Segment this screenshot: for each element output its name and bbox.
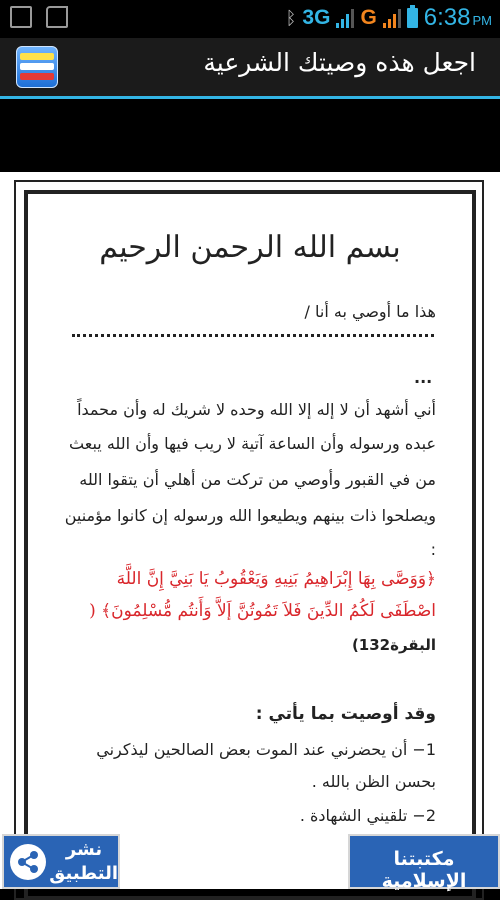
- share-app-button[interactable]: [2, 834, 120, 889]
- quran-verse-line: ﴿وَوَصَّى بِهَا إِبْرَاهِيمُ بَنِيهِ وَيَعْقُوبُ يَا بَنِيَّ إِنَّ اللَّهَ: [116, 569, 436, 589]
- intro-line: هذا ما أوصي به أنا /: [304, 302, 436, 321]
- share-label-line2: التطبيق: [49, 863, 118, 884]
- list-item: 2− تلقيني الشهادة .: [299, 806, 436, 825]
- page-frame-inner: [24, 190, 476, 900]
- share-icon: [10, 844, 46, 880]
- share-label-line1: نشر: [65, 839, 103, 860]
- paragraph-line: :: [430, 540, 436, 559]
- library-label: مكتبتنا الإسلامية: [381, 848, 467, 892]
- app-logo-icon[interactable]: [16, 46, 58, 88]
- dotted-fill-line: [72, 334, 434, 337]
- clock-ampm: PM: [472, 13, 492, 28]
- app-title: اجعل هذه وصيتك الشرعية: [203, 48, 476, 77]
- network-3g-label: 3G: [302, 6, 331, 29]
- section-heading: وقد أوصيت بما يأتي :: [255, 704, 436, 724]
- paragraph-line: عبده ورسوله وأن الساعة آتية لا ريب فيها وأن الله يبعث: [69, 434, 436, 453]
- battery-icon: [407, 8, 418, 28]
- basmala: بسم الله الرحمن الرحيم: [99, 230, 401, 265]
- network-g-label: G: [360, 6, 377, 29]
- list-item: بحسن الظن بالله .: [311, 772, 436, 791]
- verse-reference: البقرة132): [351, 636, 436, 654]
- signal-icon-2: [383, 8, 401, 28]
- paragraph-line: من في القبور وأوصي من تركت من أهلي أن يتقوا الله: [79, 470, 436, 489]
- our-library-button[interactable]: [348, 834, 500, 892]
- bluetooth-icon: ᛒ: [285, 7, 297, 29]
- sim-download-icon: [46, 6, 68, 28]
- image-icon: [10, 6, 32, 28]
- clock-time: 6:38: [423, 4, 471, 31]
- quran-verse-line: اصْطَفَى لَكُمُ الدِّينَ فَلاَ تَمُوتُنَّ إَلاَّ وَأَنتُم مُّسْلِمُونَ﴾ (: [89, 601, 436, 621]
- share-label: [50, 838, 118, 886]
- dots-continuation: ...: [414, 368, 433, 387]
- paragraph-line: أني أشهد أن لا إله إلا الله وحده لا شريك له وأن محمداً: [77, 400, 436, 419]
- signal-icon: [336, 8, 354, 28]
- paragraph-line: ويصلحوا ذات بينهم ويطيعوا الله ورسوله إن كانوا مؤمنين: [64, 506, 436, 525]
- action-bar-divider: [0, 96, 500, 99]
- status-bar: [0, 0, 500, 36]
- action-bar: [0, 38, 500, 96]
- list-item: 1− أن يحضرني عند الموت بعض الصالحين ليذكرني: [96, 740, 436, 759]
- document-page: [0, 172, 500, 889]
- clock: [424, 4, 492, 32]
